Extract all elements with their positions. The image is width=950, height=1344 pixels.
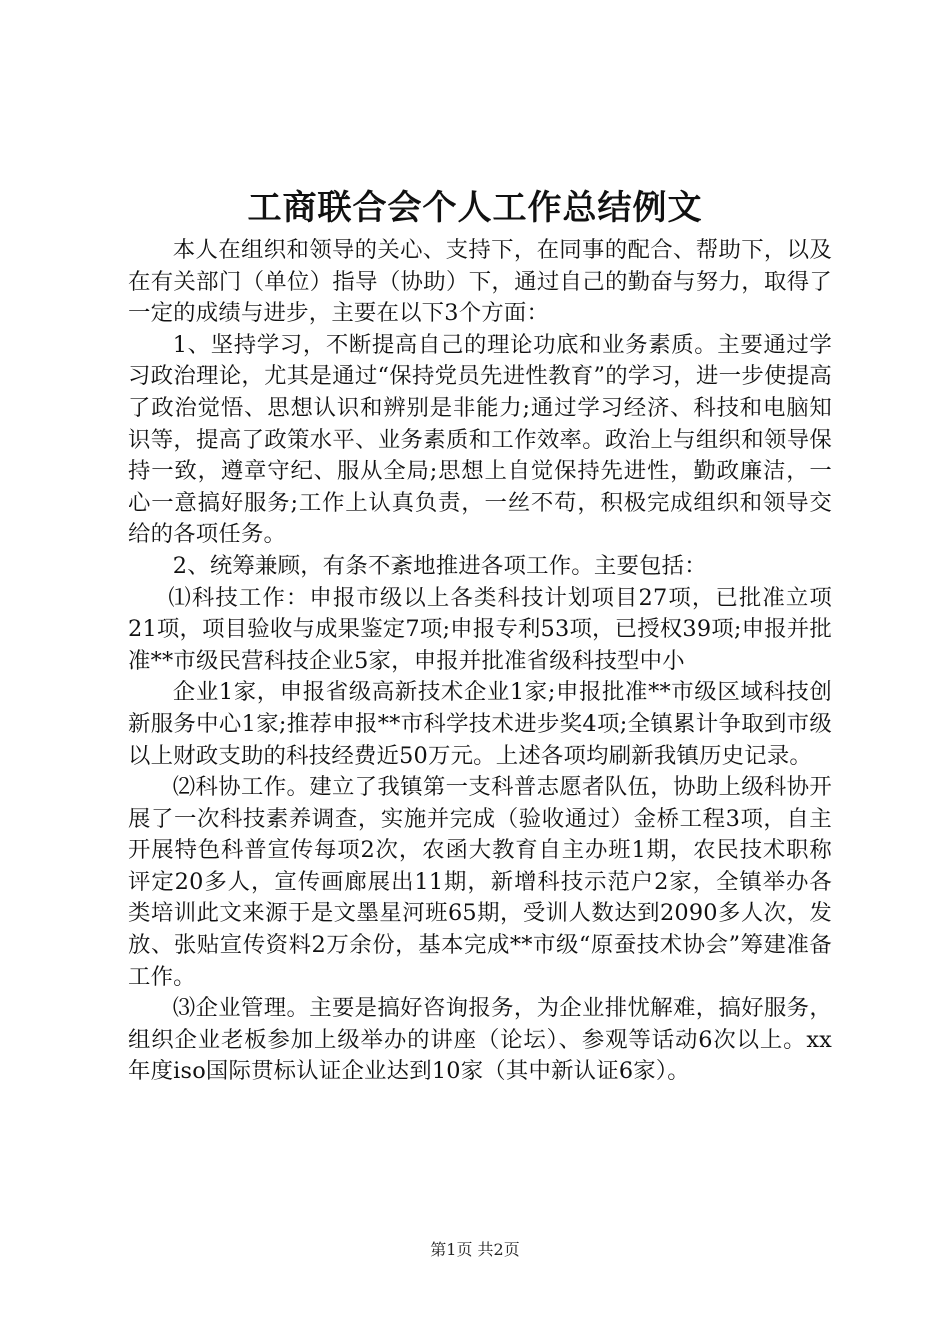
paragraph-enterprise-management: ⑶企业管理。主要是搞好咨询报务，为企业排忧解难，搞好服务，组织企业老板参加上级举办的讲座（论坛）、参观等话动6次以上。xx年度iso国际贯标认证企业达到10家（其中新认证6家）。 <box>128 995 832 1085</box>
paragraph-coordinate: 2、统筹兼顾，有条不紊地推进各项工作。主要包括： <box>172 552 707 579</box>
paragraph-tech-work: ⑴科技工作：申报市级以上各类科技计划项目27项，已批准立项21项，项目验收与成果鉴定7项;申报专利53项，已授权39项;申报并批准**市级民营科技企业5家，申报并批准省级科技型中小 <box>128 584 832 674</box>
paragraph-tech-work-continued: 企业1家，申报省级高新技术企业1家;申报批准**市级区域科技创新服务中心1家;推荐申报**市科学技术进步奖4项;全镇累计争取到市级以上财政支助的科技经费近50万元。上述各项均刷新我镇历史记录。 <box>128 679 832 769</box>
paragraph-study: 1、坚持学习，不断提高自己的理论功底和业务素质。主要通过学习政治理论，尤其是通过“保持党员先进性教育”的学习，进一步使提高了政治觉悟、思想认识和辨别是非能力;通过学习经济、科技和电脑知识等，提高了政策水平、业务素质和工作效率。政治上与组织和领导保持一致，遵章守纪、服从全局;思想上自觉保持先进性，勤政廉洁，一心一意搞好服务;工作上认真负责，一丝不苟，积极完成组织和领导交给的各项任务。 <box>128 331 832 548</box>
document-body <box>128 235 832 1088</box>
document-title: 工商联合会个人工作总结例文 <box>247 188 703 228</box>
paragraph-intro: 本人在组织和领导的关心、支持下，在同事的配合、帮助下，以及在有关部门（单位）指导（协助）下，通过自己的勤奋与努力，取得了一定的成绩与进步，主要在以下3个方面： <box>128 237 832 327</box>
paragraph-science-association: ⑵科协工作。建立了我镇第一支科普志愿者队伍，协助上级科协开展了一次科技素养调查，实施并完成（验收通过）金桥工程3项，自主开展特色科普宣传每项2次，农函大教育自主办班1期，农民技术职称评定20多人，宣传画廊展出11期，新增科技示范户2家，全镇举办各类培训此文来源于是文墨星河班65期，受训人数达到2090多人次，发放、张贴宣传资料2万余份，基本完成**市级“原蚕技术协会”筹建准备工作。 <box>128 774 832 990</box>
page-number-footer: 第1页 共2页 <box>430 1240 520 1259</box>
